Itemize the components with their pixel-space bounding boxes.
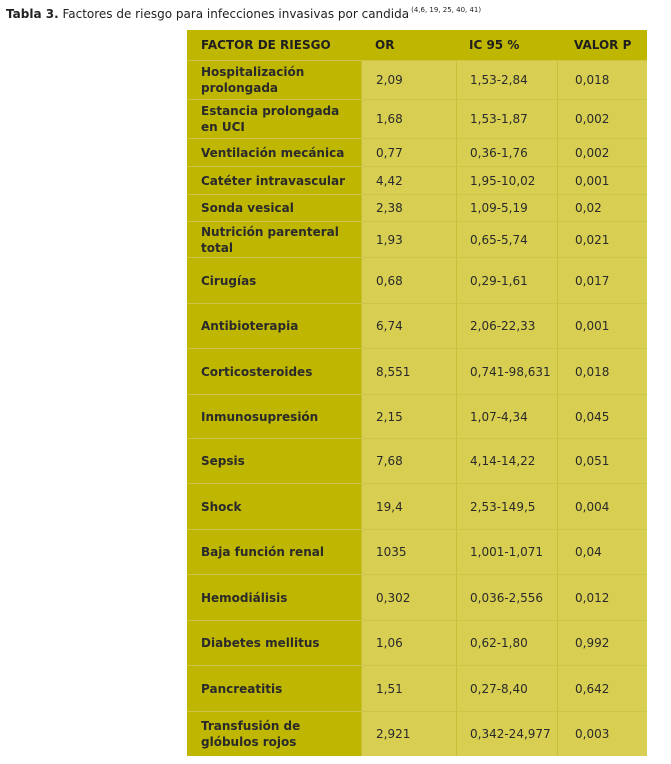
cell-factor: Sonda vesical	[187, 195, 361, 221]
table-header-row	[187, 30, 647, 60]
table-row	[187, 574, 647, 620]
cell-factor: Hospitalización prolongada	[187, 61, 361, 99]
table-row	[187, 483, 647, 529]
header-p-value: VALOR P	[557, 30, 647, 60]
risk-factor-table	[187, 30, 647, 756]
cell-or: 2,15	[361, 395, 456, 438]
cell-ic: 0,36-1,76	[456, 139, 557, 166]
table-row	[187, 166, 647, 194]
cell-ic: 4,14-14,22	[456, 439, 557, 483]
table-row	[187, 138, 647, 166]
cell-or: 1035	[361, 530, 456, 574]
table-row	[187, 194, 647, 221]
cell-p-value: 0,04	[557, 530, 647, 574]
table-row	[187, 620, 647, 665]
cell-ic: 0,65-5,74	[456, 222, 557, 257]
cell-or: 1,68	[361, 100, 456, 138]
table-row	[187, 438, 647, 483]
cell-factor: Baja función renal	[187, 530, 361, 574]
cell-factor: Nutrición parenteral total	[187, 222, 361, 257]
cell-factor: Shock	[187, 484, 361, 529]
header-or: OR	[361, 30, 456, 60]
table-row	[187, 394, 647, 438]
table-row	[187, 60, 647, 99]
cell-p-value: 0,021	[557, 222, 647, 257]
cell-p-value: 0,045	[557, 395, 647, 438]
cell-or: 1,93	[361, 222, 456, 257]
cell-p-value: 0,992	[557, 621, 647, 665]
cell-or: 4,42	[361, 167, 456, 194]
cell-factor: Antibioterapia	[187, 304, 361, 348]
cell-ic: 0,342-24,977	[456, 712, 557, 756]
cell-or: 1,06	[361, 621, 456, 665]
cell-factor: Ventilación mecánica	[187, 139, 361, 166]
cell-factor: Inmunosupresión	[187, 395, 361, 438]
cell-p-value: 0,02	[557, 195, 647, 221]
cell-factor: Catéter intravascular	[187, 167, 361, 194]
header-factor: FACTOR DE RIESGO	[187, 30, 361, 60]
cell-ic: 1,07-4,34	[456, 395, 557, 438]
cell-or: 6,74	[361, 304, 456, 348]
cell-or: 7,68	[361, 439, 456, 483]
cell-p-value: 0,001	[557, 167, 647, 194]
cell-factor: Transfusión de glóbulos rojos	[187, 712, 361, 756]
cell-factor: Cirugías	[187, 258, 361, 303]
cell-ic: 2,53-149,5	[456, 484, 557, 529]
cell-factor: Diabetes mellitus	[187, 621, 361, 665]
cell-or: 2,09	[361, 61, 456, 99]
table-row	[187, 348, 647, 394]
cell-p-value: 0,002	[557, 139, 647, 166]
cell-or: 0,77	[361, 139, 456, 166]
cell-p-value: 0,017	[557, 258, 647, 303]
cell-ic: 0,741-98,631	[456, 349, 557, 394]
table-row	[187, 257, 647, 303]
table-row	[187, 711, 647, 756]
table-row	[187, 665, 647, 711]
cell-p-value: 0,001	[557, 304, 647, 348]
cell-or: 8,551	[361, 349, 456, 394]
cell-ic: 1,95-10,02	[456, 167, 557, 194]
caption-references: (4,6, 19, 25, 40, 41)	[411, 6, 482, 14]
cell-or: 1,51	[361, 666, 456, 711]
table-row	[187, 221, 647, 257]
cell-p-value: 0,018	[557, 349, 647, 394]
cell-ic: 0,29-1,61	[456, 258, 557, 303]
cell-factor: Estancia prolongada en UCI	[187, 100, 361, 138]
cell-p-value: 0,018	[557, 61, 647, 99]
cell-ic: 1,53-1,87	[456, 100, 557, 138]
cell-ic: 1,53-2,84	[456, 61, 557, 99]
cell-p-value: 0,012	[557, 575, 647, 620]
cell-factor: Corticosteroides	[187, 349, 361, 394]
cell-factor: Pancreatitis	[187, 666, 361, 711]
cell-ic: 2,06-22,33	[456, 304, 557, 348]
cell-or: 0,68	[361, 258, 456, 303]
cell-ic: 0,27-8,40	[456, 666, 557, 711]
cell-ic: 1,001-1,071	[456, 530, 557, 574]
table-row	[187, 303, 647, 348]
header-ic: IC 95 %	[456, 30, 557, 60]
cell-p-value: 0,003	[557, 712, 647, 756]
caption-label: Tabla 3.	[6, 7, 59, 21]
table-caption	[6, 6, 481, 21]
caption-text: Factores de riesgo para infecciones invasivas por candida	[58, 7, 410, 21]
cell-or: 2,921	[361, 712, 456, 756]
cell-or: 19,4	[361, 484, 456, 529]
cell-p-value: 0,004	[557, 484, 647, 529]
cell-ic: 1,09-5,19	[456, 195, 557, 221]
cell-p-value: 0,002	[557, 100, 647, 138]
cell-or: 2,38	[361, 195, 456, 221]
cell-p-value: 0,642	[557, 666, 647, 711]
cell-p-value: 0,051	[557, 439, 647, 483]
cell-factor: Hemodiálisis	[187, 575, 361, 620]
cell-ic: 0,62-1,80	[456, 621, 557, 665]
cell-or: 0,302	[361, 575, 456, 620]
cell-ic: 0,036-2,556	[456, 575, 557, 620]
table-row	[187, 529, 647, 574]
table-row	[187, 99, 647, 138]
cell-factor: Sepsis	[187, 439, 361, 483]
